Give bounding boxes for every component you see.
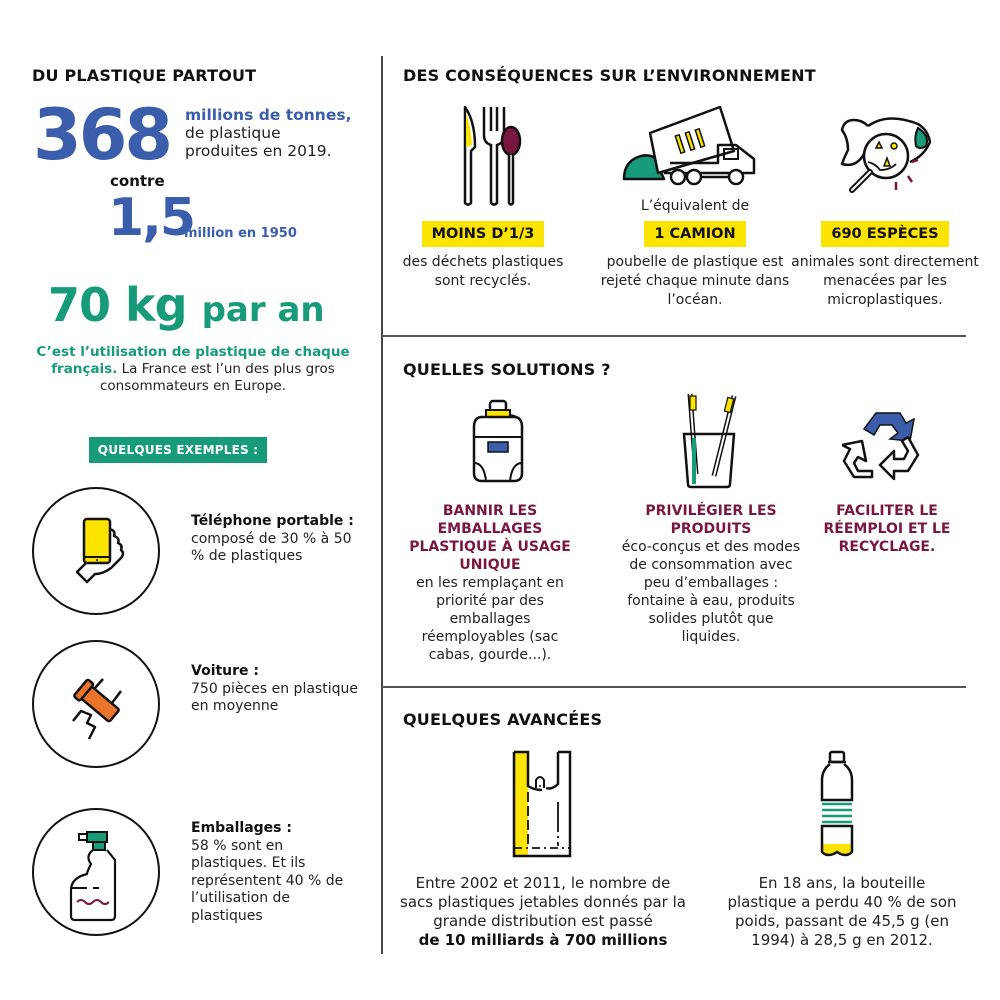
avancee-bouteille-text <box>722 874 962 950</box>
fish-magnifier-icon <box>838 112 933 197</box>
consequence-recycling-text: des déchets plastiques sont recyclés. <box>402 254 564 289</box>
stat-70kg-rest: La France est l’un des plus gros consommateurs en Europe. <box>99 361 335 394</box>
reusable-bottle-icon <box>470 397 530 485</box>
seatbelt-buckle-icon <box>51 659 141 749</box>
stat-15-value: 1,5 <box>108 188 195 248</box>
stat-70kg-description <box>28 344 358 395</box>
toothbrushes-icon <box>676 390 746 490</box>
stat-70kg-unit: par an <box>201 290 325 330</box>
consequence-item-species <box>790 196 980 310</box>
example-phone-text <box>191 513 361 566</box>
section-title-avancees: QUELQUES AVANCÉES <box>403 710 603 729</box>
avancee-bouteille-desc: En 18 ans, la bouteille plastique a perdu 40 % de son poids, passant de 45,5 g (en 1994) à 28,5 g en 2012. <box>727 874 957 949</box>
solution-item-faciliter <box>812 502 962 556</box>
dump-truck-icon <box>620 105 765 187</box>
solution-bannir-text: en les remplaçant en priorité par des emballages réemployables (sac cabas, gourde...). <box>416 575 564 663</box>
consequence-truck-pre: L’équivalent de <box>640 198 750 214</box>
solution-faciliter-title: FACILITER LE RÉEMPLOI ET LE RECYCLAGE. <box>823 503 951 555</box>
stat-368-line3: produites en 2019. <box>185 142 332 160</box>
vertical-divider <box>381 56 383 954</box>
solution-privilegier-title: PRIVILÉGIER LES PRODUITS <box>645 503 777 537</box>
divider-solutions-avancees <box>382 686 966 688</box>
stat-70kg-value: 70 kg <box>48 278 187 332</box>
contre-label: contre <box>110 172 165 190</box>
solution-item-privilegier <box>620 502 802 646</box>
example-packaging-circle <box>32 808 160 936</box>
exemples-badge: QUELQUES EXEMPLES : <box>89 437 267 463</box>
example-phone-desc: composé de 30 % à 50 % de plastiques <box>191 530 352 564</box>
example-packaging-desc: 58 % sont en plastiques. Et ils représentent 40 % de l’utilisation de plastiques <box>191 837 344 924</box>
section-title-plastique-partout: DU PLASTIQUE PARTOUT <box>32 66 257 85</box>
example-car-circle <box>32 640 160 768</box>
avancee-sacs-text <box>398 874 688 950</box>
plastic-bag-icon <box>512 750 574 858</box>
example-car-title: Voiture : <box>191 663 260 679</box>
example-car-desc: 750 pièces en plastique en moyenne <box>191 680 358 714</box>
solution-bannir-title: BANNIR LES EMBALLAGES PLASTIQUE À USAGE UNIQUE <box>409 503 571 573</box>
badge-moins-un-tiers: MOINS D’1/3 <box>422 221 545 247</box>
consequence-species-text: animales sont directement menacées par les microplastiques. <box>791 254 979 308</box>
example-packaging-title: Emballages : <box>191 820 292 836</box>
stat-368-highlight: millions de tonnes, <box>185 106 352 124</box>
recycle-icon <box>842 407 922 485</box>
solution-item-bannir <box>400 502 580 664</box>
example-packaging-text <box>191 820 361 925</box>
stat-15-label: million en 1950 <box>184 226 297 241</box>
example-phone-title: Téléphone portable : <box>191 513 354 529</box>
stat-368-line2: de plastique <box>185 124 281 142</box>
stat-368-description <box>185 106 351 160</box>
stat-70kg-highlight: C’est l’utilisation de plastique de chaque français. <box>36 344 350 377</box>
phone-in-hand-icon <box>56 511 136 591</box>
spray-bottle-icon <box>51 822 141 922</box>
badge-un-camion: 1 CAMION <box>644 221 745 247</box>
example-phone-circle <box>32 487 160 615</box>
example-car-text <box>191 663 361 716</box>
avancee-sacs-bold: de 10 milliards à 700 millions <box>418 931 668 949</box>
section-title-solutions: QUELLES SOLUTIONS ? <box>403 360 611 379</box>
section-title-consequences: DES CONSÉQUENCES SUR L’ENVIRONNEMENT <box>403 66 816 85</box>
stat-70kg <box>48 278 325 332</box>
avancee-sacs-desc: Entre 2002 et 2011, le nombre de sacs plastiques jetables donnés par la grande distribution est passé <box>400 874 686 930</box>
water-bottle-icon <box>818 750 858 860</box>
badge-690-especes: 690 ESPÈCES <box>821 221 948 247</box>
divider-consequences-solutions <box>382 335 966 337</box>
consequence-item-recycling <box>388 196 578 291</box>
solution-privilegier-text: éco-conçus et des modes de consommation avec peu d’emballages : fontaine à eau, produits solides plutôt que liquides. <box>621 539 801 645</box>
consequence-truck-text: poubelle de plastique est rejeté chaque minute dans l’océan. <box>600 254 790 308</box>
stat-368-value: 368 <box>33 94 171 176</box>
cutlery-icon <box>455 103 525 208</box>
consequence-item-truck <box>600 196 790 310</box>
